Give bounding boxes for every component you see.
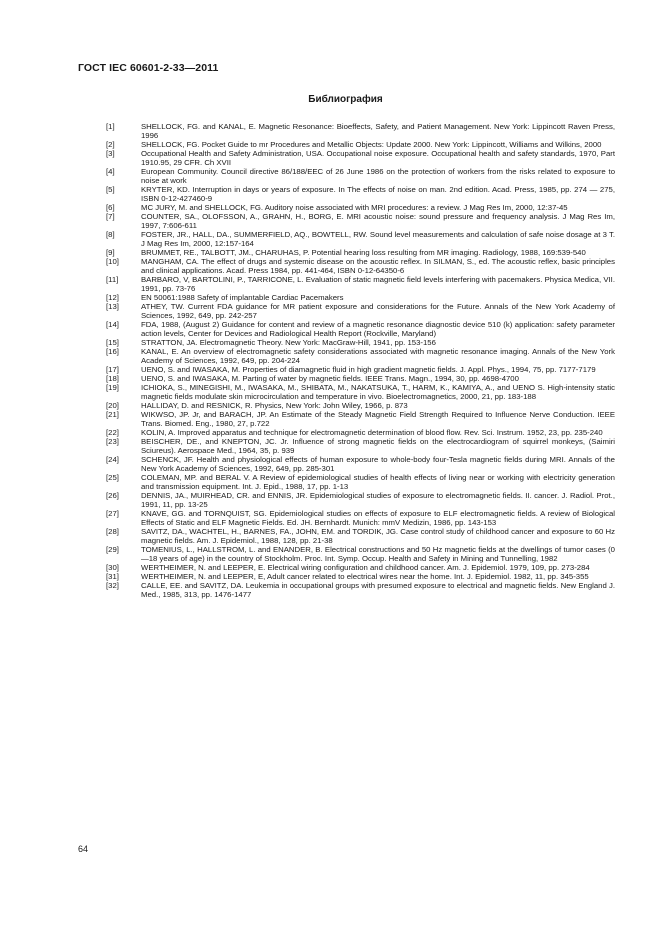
bibliography-entry [106, 212, 615, 230]
entry-number: [26] [106, 491, 119, 500]
bibliography-entry [106, 347, 615, 365]
entry-text: MC JURY, M. and SHELLOCK, FG. Auditory noise associated with MRI procedures: a review. J Mag Res Im, 2000, 12:37-45 [141, 203, 568, 212]
entry-number: [32] [106, 581, 119, 590]
entry-text: UENO, S. and IWASAKA, M. Properties of diamagnetic fluid in high gradient magnetic fields. J. Appl. Phys., 1994, 75, pp. 7177-7179 [141, 365, 596, 374]
bibliography-entry [106, 275, 615, 293]
entry-text: SHELLOCK, FG. Pocket Guide to mr Procedures and Metallic Objects: Update 2000. New York: Lippincott, Williams and Wilkins, 2000 [141, 140, 602, 149]
entry-text: HALLIDAY, D. and RESNICK, R. Physics, New York: John Wiley, 1966, p. 873 [141, 401, 408, 410]
bibliography-entry [106, 257, 615, 275]
bibliography-entry [106, 140, 615, 149]
bibliography-entry [106, 365, 615, 374]
entry-number: [27] [106, 509, 119, 518]
bibliography-entry [106, 509, 615, 527]
bibliography-entry [106, 545, 615, 563]
entry-text: UENO, S. and IWASAKA, M. Parting of water by magnetic fields. IEEE Trans. Magn., 1994, 30, pp. 4698-4700 [141, 374, 519, 383]
entry-number: [3] [106, 149, 115, 158]
bibliography-entry [106, 122, 615, 140]
entry-number: [5] [106, 185, 115, 194]
entry-text: MANGHAM, CA. The effect of drugs and systemic disease on the acoustic reflex. In SILMAN, S., ed. The acoustic reflex, basic principles and clinical applications. Acad. Press 1984, pp. 441-464, ISBN 0-12-64350-6 [141, 257, 615, 275]
entry-number: [17] [106, 365, 119, 374]
entry-number: [30] [106, 563, 119, 572]
entry-text: CALLE, EE. and SAVITZ, DA. Leukemia in occupational groups with presumed exposure to electrical and magnetic fields. New England J. Med., 1985, 313, pp. 1476-1477 [141, 581, 615, 599]
entry-number: [29] [106, 545, 119, 554]
bibliography-list [106, 122, 615, 599]
bibliography-entry [106, 248, 615, 257]
entry-text: COLEMAN, MP. and BERAL V. A Review of epidemiological studies of health effects of living near or working with electricity generation and transmission equipment. Int. J. Epid., 1988, 17, pp. 1-13 [141, 473, 615, 491]
entry-text: WIKWSO, JP. Jr, and BARACH, JP. An Estimate of the Steady Magnetic Field Strength Required to Influence Nerve Conduction. IEEE Trans. Biomed. Eng., 1980, 27, p.722 [141, 410, 615, 428]
entry-number: [9] [106, 248, 115, 257]
entry-text: KRYTER, KD. Interruption in days or years of exposure. In The effects of noise on man. 2nd edition. Acad. Press, 1985, pp. 274 — 275, ISBN 0-12-427460-9 [141, 185, 615, 203]
entry-number: [1] [106, 122, 115, 131]
entry-number: [21] [106, 410, 119, 419]
entry-number: [24] [106, 455, 119, 464]
bibliography-entry [106, 203, 615, 212]
bibliography-entry [106, 491, 615, 509]
entry-text: BEISCHER, DE., and KNEPTON, JC. Jr. Influence of strong magnetic fields on the electrocardiogram of squirrel monkeys, (Saimiri Sciureus). Aerospace Med., 1964, 35, p. 939 [141, 437, 615, 455]
document-header: ГОСТ IEC 60601-2-33—2011 [78, 62, 219, 74]
bibliography-entry [106, 185, 615, 203]
bibliography-entry [106, 383, 615, 401]
bibliography-entry [106, 473, 615, 491]
entry-number: [23] [106, 437, 119, 446]
bibliography-entry [106, 167, 615, 185]
bibliography-entry [106, 437, 615, 455]
entry-number: [15] [106, 338, 119, 347]
entry-text: FOSTER, JR., HALL, DA., SUMMERFIELD, AQ., BOWTELL, RW. Sound level measurements and calculation of safe noise dosage at 3 T. J Mag Res Im, 2000, 12:157-164 [141, 230, 615, 248]
entry-number: [14] [106, 320, 119, 329]
bibliography-entry [106, 338, 615, 347]
entry-number: [7] [106, 212, 115, 221]
bibliography-entry [106, 581, 615, 599]
entry-text: ATHEY, TW. Current FDA guidance for MR patient exposure and considerations for the Future. Annals of the New York Academy of Sciences, 1992, 649, pp. 242-257 [141, 302, 615, 320]
bibliography-entry [106, 563, 615, 572]
entry-number: [6] [106, 203, 115, 212]
entry-number: [31] [106, 572, 119, 581]
entry-text: STRATTON, JA. Electromagnetic Theory. New York: MacGraw-Hill, 1941, pp. 153-156 [141, 338, 436, 347]
entry-text: BARBARO, V, BARTOLINI, P., TARRICONE, L. Evaluation of static magnetic field levels interfering with pacemakers. Physica Medica, VII. 1991, pp. 73-76 [141, 275, 615, 293]
entry-number: [8] [106, 230, 115, 239]
entry-text: KNAVE, GG. and TORNQUIST, SG. Epidemiological studies on effects of exposure to ELF electromagnetic fields. A review of Biological Effects of Static and ELF Magnetic Fields. Ed. JH. Bernhardt. Munich: mmV Medizin, 1986, pp. 143-153 [141, 509, 615, 527]
bibliography-entry [106, 401, 615, 410]
bibliography-entry [106, 410, 615, 428]
entry-text: BRUMMET, RE., TALBOTT, JM., CHARUHAS, P. Potential hearing loss resulting from MR imaging. Radiology, 1988, 169:539-540 [141, 248, 586, 257]
entry-number: [20] [106, 401, 119, 410]
entry-number: [16] [106, 347, 119, 356]
bibliography-entry [106, 455, 615, 473]
bibliography-entry [106, 230, 615, 248]
entry-text: FDA, 1988, (August 2) Guidance for content and review of a magnetic resonance diagnostic device 510 (k) application: safety parameter action levels, Center for Devices and Radiological Health Report (Rockville, Maryland) [141, 320, 615, 338]
entry-text: KOLIN, A. Improved apparatus and technique for electromagnetic determination of blood flow. Rev. Sci. Instrum. 1952, 23, pp. 235-240 [141, 428, 603, 437]
bibliography-entry [106, 302, 615, 320]
section-title: Библиография [308, 94, 383, 105]
entry-number: [10] [106, 257, 119, 266]
entry-text: KANAL, E. An overview of electromagnetic safety considerations associated with magnetic resonance imaging. Annals of the New York Academy of Sciences, 1992, 649, pp. 204-224 [141, 347, 615, 365]
bibliography-entry [106, 293, 615, 302]
entry-number: [13] [106, 302, 119, 311]
entry-text: ICHIOKA, S., MINEGISHI, M., IWASAKA, M., SHIBATA, M., NAKATSUKA, T., HARM, K., KAMIYA, A., and UENO S. High-intensity static magnetic fields modulate skin microcirculation and temperature in vivo. Bioelectromagnetics, 2000, 21, pp. 183-188 [141, 383, 615, 401]
bibliography-entry [106, 320, 615, 338]
entry-text: SHELLOCK, FG. and KANAL, E. Magnetic Resonance: Bioeffects, Safety, and Patient Management. New York: Lippincott Raven Press, 1996 [141, 122, 615, 140]
entry-text: EN 50061:1988 Safety of implantable Cardiac Pacemakers [141, 293, 344, 302]
entry-number: [11] [106, 275, 119, 284]
entry-text: TOMENIUS, L., HALLSTROM, L. and ENANDER, B. Electrical constructions and 50 Hz magnetic fields at the dwellings of tumor cases (0—18 years of age) in the country of Stockholm. Proc. Int. Symp. Occup. Health and Safety in Mining and Tunnelling, 1982 [141, 545, 615, 563]
entry-number: [22] [106, 428, 119, 437]
entry-text: WERTHEIMER, N. and LEEPER, E, Adult cancer related to electrical wires near the home. Int. J. Epidemiol. 1982, 11, pp. 345-355 [141, 572, 589, 581]
entry-number: [12] [106, 293, 119, 302]
entry-text: SCHENCK, JF. Health and physiological effects of human exposure to whole-body four-Tesla magnetic fields during MRI. Annals of the New York Academy of Sciences, 1992, 649, pp. 285-301 [141, 455, 615, 473]
bibliography-entry [106, 572, 615, 581]
entry-text: European Community. Council directive 86/188/EEC of 26 June 1986 on the protection of workers from the risks related to exposure to noise at work [141, 167, 615, 185]
entry-number: [19] [106, 383, 119, 392]
entry-number: [18] [106, 374, 119, 383]
entry-text: DENNIS, JA., MUIRHEAD, CR. and ENNIS, JR. Epidemiological studies of exposure to electromagnetic fields. II. cancer. J. Radiol. Prot., 1991, 11, pp. 13-25 [141, 491, 615, 509]
bibliography-entry [106, 428, 615, 437]
bibliography-entry [106, 527, 615, 545]
entry-number: [25] [106, 473, 119, 482]
entry-text: COUNTER, SA., OLOFSSON, A., GRAHN, H., BORG, E. MRI acoustic noise: sound pressure and frequency analysis. J Mag Res Im, 1997, 7:606-611 [141, 212, 615, 230]
entry-text: Occupational Health and Safety Administration, USA. Occupational noise exposure. Occupational health and safety standards, 1970, Part 1910.95, 29 CFR. Ch XVII [141, 149, 615, 167]
bibliography-entry [106, 374, 615, 383]
entry-number: [28] [106, 527, 119, 536]
entry-number: [4] [106, 167, 115, 176]
entry-number: [2] [106, 140, 115, 149]
entry-text: WERTHEIMER, N. and LEEPER, E. Electrical wiring configuration and childhood cancer. Am. J. Epidemiol. 1979, 109, pp. 273-284 [141, 563, 590, 572]
page-number: 64 [78, 844, 89, 854]
bibliography-entry [106, 149, 615, 167]
entry-text: SAVITZ, DA., WACHTEL, H., BARNES, FA., JOHN, EM. and TORDIK, JG. Case control study of childhood cancer and exposure to 60 Hz magnetic fields. Am. J. Epidemiol., 1988, 128, pp. 21-38 [141, 527, 615, 545]
